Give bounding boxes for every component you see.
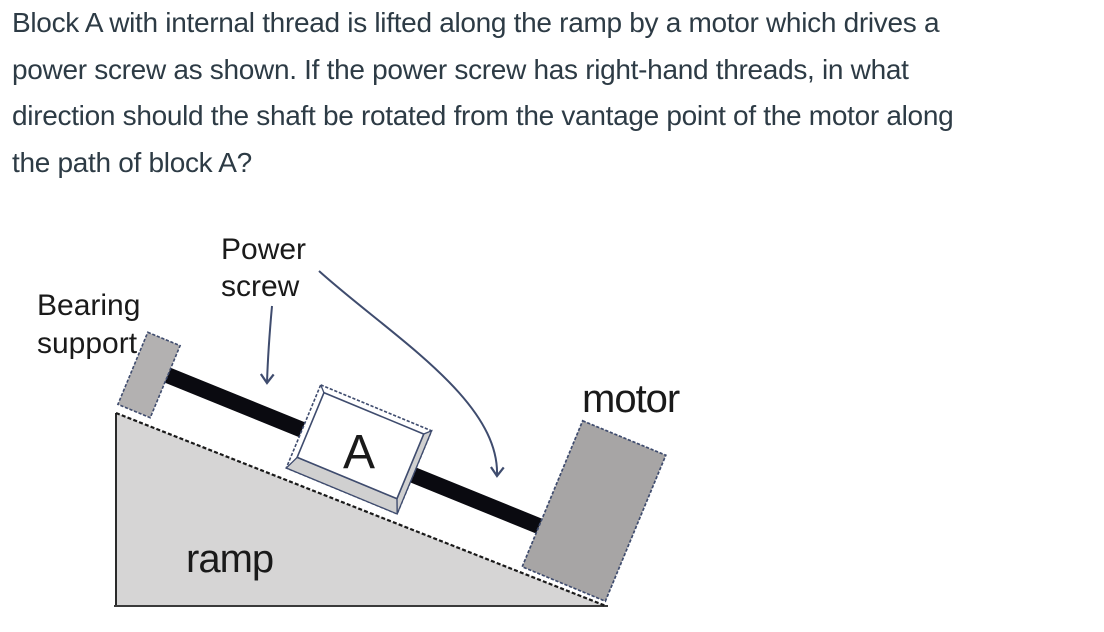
ramp-label: ramp [186, 537, 274, 581]
question-line: direction should the shaft be rotated from the vantage point of the motor along [12, 100, 954, 131]
question-line: the path of block A? [12, 146, 252, 178]
power-screw-straight-arrow [267, 306, 272, 383]
question-line: Block A with internal thread is lifted along the ramp by a motor which drives a [12, 7, 940, 38]
motor-shape [522, 421, 666, 601]
motor-rect [522, 421, 666, 601]
power-screw-label-line1: Power [221, 233, 307, 266]
bearing-support-label-line2: support [37, 327, 138, 360]
motor-label: motor [582, 377, 680, 421]
power-screw-label-line2: screw [221, 270, 300, 303]
block-a-label: A [342, 426, 376, 479]
question-line: power screw as shown. If the power screw has right-hand threads, in what [12, 53, 909, 85]
bearing-support-label-line1: Bearing [37, 289, 141, 322]
